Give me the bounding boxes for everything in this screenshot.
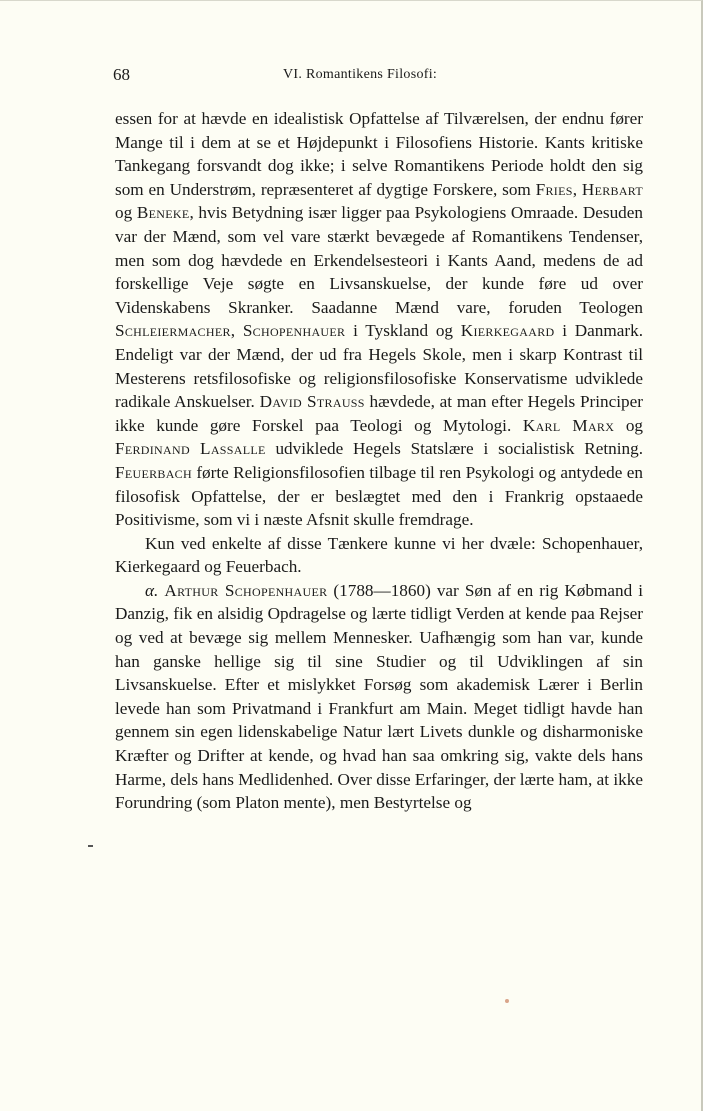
text-run: udviklede Hegels Statslære i socialistisk Retning.	[265, 439, 643, 459]
text-run: i Tyskland og	[345, 321, 461, 341]
running-title: VI. Romantikens Filosofi:	[283, 67, 438, 82]
text-run: ,	[230, 321, 243, 341]
page-header	[113, 65, 643, 89]
name-beneke: Beneke	[136, 203, 190, 223]
scan-speck	[88, 845, 93, 847]
text-run: hævdede, at man efter Hegels Principer ikke kunde gøre Forskel paa Teologi og Mytologi.	[115, 392, 643, 435]
name-karl-marx: Karl Marx	[522, 415, 615, 435]
page-number: 68	[113, 65, 130, 84]
text-run: og	[614, 415, 644, 435]
text-run: essen for at hævde en idealistisk Opfattelse af Tilværelsen, der endnu fører Mange til i dem at se et Højdepunkt i Filosofiens Historie. Kants kritiske Tankegang forsvandt dog ikke; i selve Romantikens Periode holdt den sig som en Understrøm, repræsenteret af dygtige Forskere, som	[115, 109, 643, 199]
name-kierkegaard: Kierkegaard	[460, 321, 555, 341]
paragraph-2: Kun ved enkelte af disse Tænkere kunne vi her dvæle: Schopenhauer, Kierkegaard og Feuerbach.	[115, 533, 643, 577]
name-schopenhauer: Schopenhauer	[242, 321, 346, 341]
paragraph-1	[115, 107, 643, 532]
name-fries: Fries	[535, 179, 573, 199]
text-run: og	[115, 203, 137, 223]
name-arthur-schopenhauer: Arthur Schopenhauer	[164, 580, 328, 600]
name-david-strauss: David Strauss	[259, 392, 365, 412]
paragraph-3	[115, 579, 643, 815]
section-marker: α.	[145, 580, 159, 600]
body-text	[115, 107, 643, 815]
text-run: førte Religionsfilosofien tilbage til ren Psykologi og antydede en filosofisk Opfattelse, der er beslægtet med den i Frankrig opstaaede Positivisme, som vi i næste Afsnit skulle fremdrage.	[115, 462, 643, 530]
text-run: (1788—1860) var Søn af en rig Købmand i Danzig, fik en alsidig Opdragelse og lærte tidligt Verden at kende paa Rejser og ved at bevæge sig mellem Mennesker. Uafhængig som han var, kunde han ganske hellige sig til sine Studier og til Udviklingen af sin Livsanskuelse. Efter et mislykket Forsøg som akademisk Lærer i Berlin levede han som Privatmand i Frankfurt am Main. Meget tidligt havde han gennem sin egen lidenskabelige Natur lært Livets dunkle og disharmoniske Kræfter og Drifter at kende, og hvad han saa omkring sig, vakte dels hans Harme, dels hans Medlidenhed. Over disse Erfaringer, der lærte ham, at ikke Forundring (som Platon mente), men Bestyrtelse og	[115, 580, 643, 813]
name-ferdinand-lassalle: Ferdinand Lassalle	[115, 439, 266, 459]
text-run: ,	[572, 179, 582, 199]
name-schleiermacher: Schleiermacher	[115, 321, 231, 341]
name-feuerbach: Feuerbach	[115, 462, 192, 482]
text-run: i Danmark. Endeligt var der Mænd, der ud fra Hegels Skole, men i skarp Kontrast til Mesterens retsfilosofiske og religionsfilosofiske Konservatisme udviklede radikale Anskuelser.	[115, 321, 644, 412]
scan-dot	[505, 999, 509, 1003]
name-herbart: Herbart	[581, 179, 644, 199]
text-run: , hvis Betydning især ligger paa Psykologiens Omraade. Desuden var der Mænd, som vel vare stærkt bevægede af Romantikens Tendenser, men som dog hævdede en Erkendelsesteori i Kants Aand, medens de ad forskellige Veje søgte en Livsanskuelse, der kunde føre ud over Videnskabens Skranker. Saadanne Mænd vare, foruden Teologen	[115, 203, 643, 317]
